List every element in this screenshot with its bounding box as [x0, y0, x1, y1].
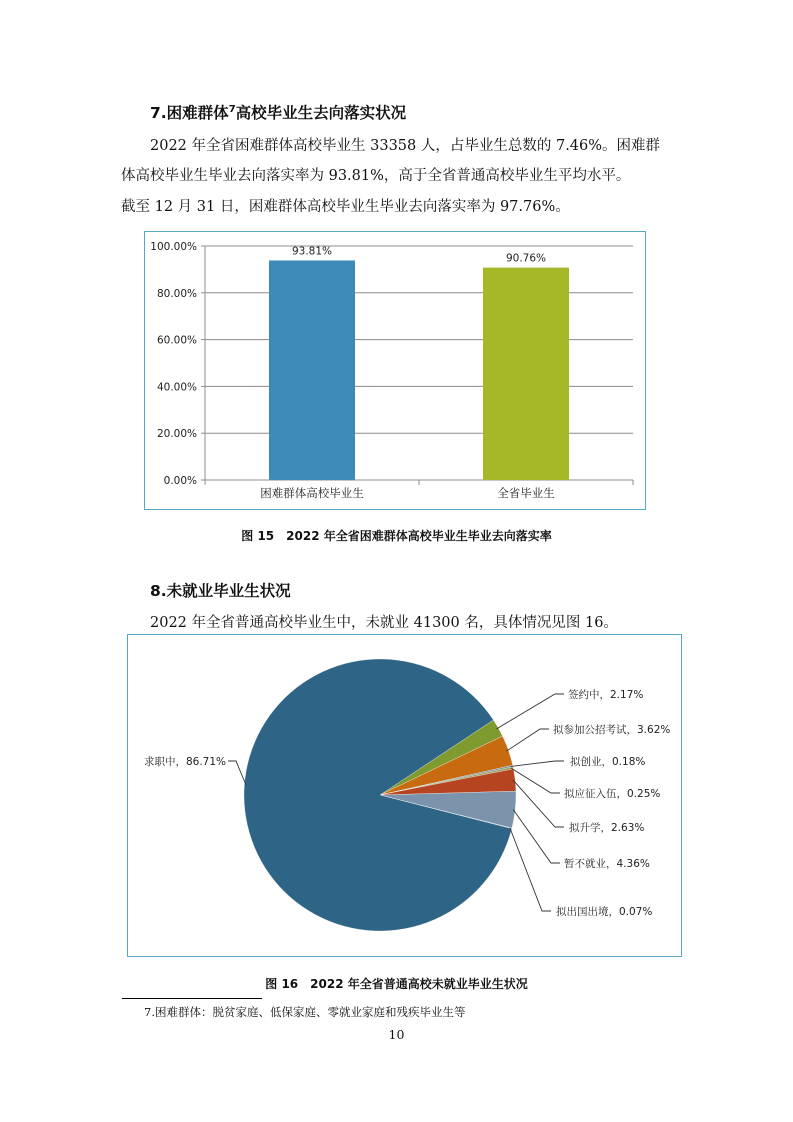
pie-slice-label: 暂不就业，4.36% — [564, 858, 650, 870]
section-8-paragraph: 2022 年全省普通高校毕业生中，未就业 41300 名，具体情况见图 16。 — [150, 615, 618, 631]
y-tick-label: 40.00% — [156, 381, 197, 394]
y-tick-label: 20.00% — [156, 428, 197, 441]
bar — [483, 268, 569, 480]
section-7-paragraph-line-1: 2022 年全省困难群体高校毕业生 33358 人，占毕业生总数的 7.46%。困难群 — [150, 138, 661, 154]
leader-line — [511, 761, 564, 766]
leader-line — [511, 768, 560, 793]
section-7-title-rest: 高校毕业生去向落实状况 — [235, 104, 407, 122]
footnote-text: 7.困难群体：脱贫家庭、低保家庭、零就业家庭和残疾毕业生等 — [144, 1005, 466, 1019]
bar — [269, 260, 355, 480]
pie-chart-container — [127, 634, 682, 957]
leader-line — [228, 761, 246, 785]
y-tick-label: 60.00% — [156, 334, 197, 347]
y-tick-label: 80.00% — [156, 287, 197, 300]
bar-value-label: 90.76% — [505, 252, 547, 265]
pie-slice-label: 拟应征入伍，0.25% — [564, 788, 661, 800]
page-number: 10 — [388, 1027, 405, 1042]
leader-line — [510, 828, 551, 911]
section-7-heading — [150, 101, 406, 123]
x-category-label: 全省毕业生 — [497, 486, 555, 500]
y-tick-label: 0.00% — [163, 475, 197, 487]
figure-16-caption: 图 16 2022 年全省普通高校未就业毕业生状况 — [265, 977, 528, 991]
pie-chart — [128, 635, 681, 956]
section-8-heading: 8.未就业毕业生状况 — [150, 582, 291, 600]
pie-slice-label: 拟出国出境，0.07% — [556, 906, 653, 918]
bar-chart — [145, 232, 645, 509]
pie-slice-label: 拟创业，0.18% — [570, 756, 646, 768]
section-7-paragraph-line-3: 截至 12 月 31 日，困难群体高校毕业生毕业去向落实率为 97.76%。 — [121, 199, 570, 215]
leader-line — [507, 729, 549, 751]
footnote-rule — [122, 998, 262, 999]
bar-chart-container — [144, 231, 646, 510]
section-7-paragraph-line-2: 体高校毕业生毕业去向落实率为 93.81%，高于全省普通高校毕业生平均水平。 — [121, 168, 631, 184]
pie-slice-label: 拟升学，2.63% — [569, 822, 645, 834]
pie-slice-label: 求职中，86.71% — [143, 756, 226, 768]
footnote-marker: 7 — [228, 103, 236, 115]
y-tick-label: 100.00% — [150, 241, 197, 253]
figure-15-caption: 图 15 2022 年全省困难群体高校毕业生毕业去向落实率 — [241, 529, 552, 543]
pie-slice-label: 拟参加公招考试，3.62% — [553, 724, 671, 736]
section-7-title: 7.困难群体 — [150, 104, 229, 122]
pie-slice-label: 签约中，2.17% — [568, 689, 644, 701]
bar-value-label: 93.81% — [291, 245, 333, 258]
x-category-label: 困难群体高校毕业生 — [260, 486, 364, 500]
